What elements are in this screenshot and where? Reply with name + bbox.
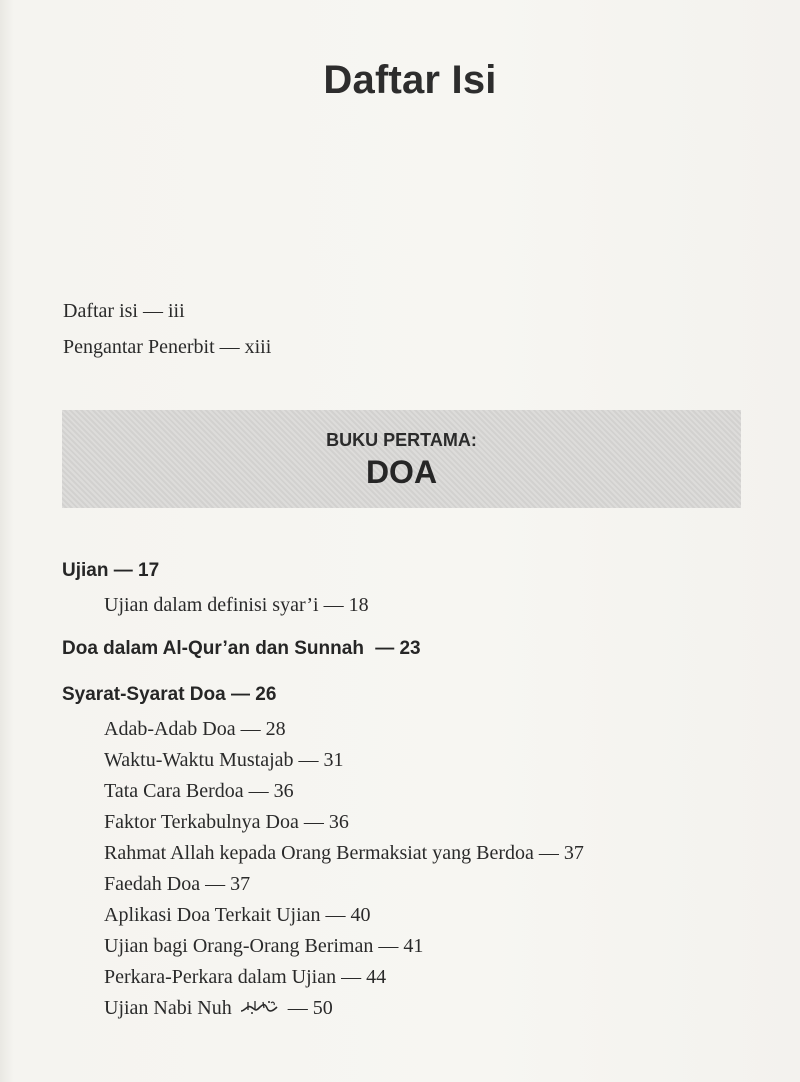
toc-subsection[interactable] (104, 594, 369, 617)
toc-subsection[interactable] (104, 780, 294, 803)
toc-separator: — (323, 594, 344, 616)
toc-subsection-page: 28 (265, 718, 286, 740)
toc-subsection-title: Adab-Adab Doa (104, 718, 236, 740)
toc-separator: — (378, 935, 399, 957)
toc-entry-page: xiii (244, 336, 272, 358)
toc-subsection[interactable] (104, 749, 344, 772)
toc-chapter-page: 23 (399, 638, 421, 659)
toc-separator: — (375, 638, 395, 659)
toc-subsection[interactable] (104, 718, 286, 741)
toc-entry-label: Daftar isi (63, 300, 138, 322)
book-section-title: DOA (365, 454, 438, 490)
toc-separator: — (113, 560, 133, 581)
book-section-subtitle: BUKU PERTAMA: (326, 430, 477, 450)
toc-subsection-title: Rahmat Allah kepada Orang Bermaksiat yang Berdoa (104, 842, 534, 864)
toc-separator: — (341, 966, 362, 988)
toc-subsection-page: 36 (273, 780, 294, 802)
toc-chapter-title: Syarat-Syarat Doa (62, 684, 226, 705)
toc-separator: — (230, 684, 250, 705)
toc-subsection-page: 18 (348, 594, 369, 616)
toc-chapter-ujian[interactable] (62, 560, 159, 582)
toc-subsection[interactable] (104, 904, 371, 927)
toc-chapter-page: 17 (138, 560, 160, 581)
toc-chapter-title: Ujian (62, 560, 109, 581)
toc-subsection-title: Waktu-Waktu Mustajab (104, 749, 294, 771)
toc-separator: — (142, 300, 163, 322)
toc-separator: — (287, 997, 308, 1019)
toc-entry-pengantar-penerbit[interactable] (63, 336, 271, 359)
toc-subsection-page: 40 (350, 904, 371, 926)
toc-chapter-title: Doa dalam Al-Qur’an dan Sunnah (62, 638, 364, 659)
toc-subsection-title: Perkara-Perkara dalam Ujian (104, 966, 337, 988)
toc-chapter-syarat-doa[interactable] (62, 684, 276, 706)
toc-subsection-title: Aplikasi Doa Terkait Ujian (104, 904, 321, 926)
toc-chapter-doa-quran-sunnah[interactable] (62, 638, 421, 660)
toc-separator: — (205, 873, 226, 895)
toc-subsection-title: Tata Cara Berdoa (104, 780, 244, 802)
toc-separator: — (325, 904, 346, 926)
toc-subsection-title: Ujian dalam definisi syar’i (104, 594, 319, 616)
toc-subsection-page: 44 (366, 966, 387, 988)
toc-subsection-page: 31 (323, 749, 344, 771)
toc-subsection[interactable] (104, 873, 250, 896)
page-title: Daftar Isi (323, 58, 497, 102)
toc-separator: — (219, 336, 240, 358)
toc-entry-daftar-isi[interactable] (63, 300, 185, 323)
toc-separator: — (248, 780, 269, 802)
toc-entry-page: iii (167, 300, 185, 322)
toc-chapter-page: 26 (255, 684, 277, 705)
book-section-banner (62, 410, 741, 508)
toc-subsection-page: 37 (563, 842, 584, 864)
toc-subsection[interactable] (104, 966, 386, 989)
toc-subsection-title: Ujian Nabi Nuh (104, 997, 232, 1019)
toc-separator: — (240, 718, 261, 740)
toc-subsection[interactable] (104, 935, 423, 958)
toc-separator: — (303, 811, 324, 833)
toc-subsection-page: 50 (312, 997, 333, 1019)
toc-subsection-title: Faktor Terkabulnya Doa (104, 811, 299, 833)
toc-separator: — (538, 842, 559, 864)
toc-subsection[interactable] (104, 811, 349, 834)
toc-subsection-title: Ujian bagi Orang-Orang Beriman (104, 935, 374, 957)
toc-subsection-page: 36 (328, 811, 349, 833)
toc-subsection[interactable] (104, 997, 333, 1021)
toc-subsection[interactable] (104, 842, 584, 865)
toc-entry-label: Pengantar Penerbit (63, 336, 215, 358)
toc-subsection-page: 37 (230, 873, 251, 895)
toc-subsection-page: 41 (403, 935, 424, 957)
arabic-honorific-icon (239, 998, 279, 1021)
toc-subsection-title: Faedah Doa (104, 873, 201, 895)
toc-separator: — (298, 749, 319, 771)
